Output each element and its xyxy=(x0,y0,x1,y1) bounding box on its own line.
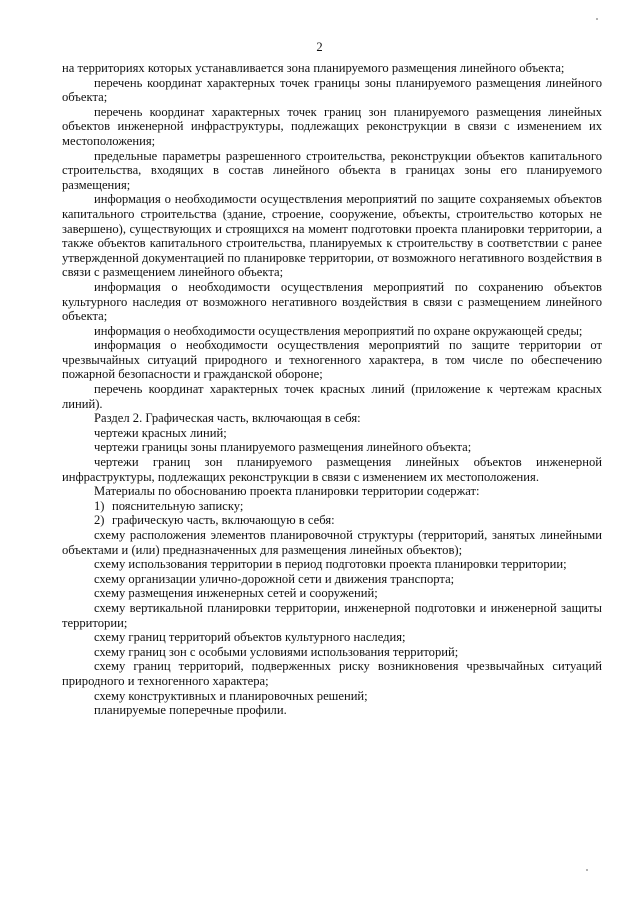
numbered-item xyxy=(62,499,602,514)
paragraph: схему расположения элементов планировочной структуры (территорий, занятых линейными объектами и (или) предназначенных для размещения линейных объектов); xyxy=(62,528,602,557)
paragraph: схему вертикальной планировки территории, инженерной подготовки и инженерной защиты территории; xyxy=(62,600,602,630)
paragraph: схему организации улично-дорожной сети и движения транспорта; xyxy=(94,571,455,586)
paragraph: схему использования территории в период подготовки проекта планировки территории; xyxy=(94,557,567,572)
item-number: 1) xyxy=(94,498,105,513)
paragraph: информация о необходимости осуществления мероприятий по сохранению объектов культурного наследия от возможного негативного воздействия в связи с размещением линейного объекта; xyxy=(62,279,602,324)
item-text: графическую часть, включающую в себя: xyxy=(112,513,335,528)
paragraph: схему границ территорий, подверженных риску возникновения чрезвычайных ситуаций природного и техногенного характера; xyxy=(62,659,602,688)
scan-speck xyxy=(586,869,588,871)
item-number: 2) xyxy=(94,513,105,528)
paragraph: планируемые поперечные профили. xyxy=(94,703,287,718)
paragraph: информация о необходимости осуществления мероприятий по защите сохраняемых объектов капитального строительства (здание, строение, сооружение, объекты, строительство которых не завершено), существующих и строящихся на момент подготовки проекта планировки территории, а также объектов капитального строительства, планируемых к строительству в соответствии с ранее утвержденной документацией по планировке территории, от возможного негативного воздействия в связи с размещением линейного объекта; xyxy=(62,192,602,280)
numbered-item xyxy=(62,513,602,528)
page-number: 2 xyxy=(316,40,323,54)
item-text: пояснительную записку; xyxy=(112,498,244,513)
paragraph: схему границ территорий объектов культурного наследия; xyxy=(94,630,406,645)
paragraph: схему размещения инженерных сетей и сооружений; xyxy=(94,586,378,601)
paragraph: Материалы по обоснованию проекта планировки территории содержат: xyxy=(94,484,480,499)
paragraph: чертежи красных линий; xyxy=(94,425,227,440)
paragraph: информация о необходимости осуществления мероприятий по охране окружающей среды; xyxy=(94,323,583,338)
paragraph: на территориях которых устанавливается зона планируемого размещения линейного объекта; xyxy=(62,61,565,75)
scan-speck xyxy=(596,18,598,20)
paragraph: перечень координат характерных точек красных линий (приложение к чертежам красных линий). xyxy=(62,382,602,411)
section-heading: Раздел 2. Графическая часть, включающая в себя: xyxy=(94,411,361,426)
paragraph: предельные параметры разрешенного строительства, реконструкции объектов капитального строительства, входящих в состав линейного объекта в границах зоны его планируемого размещения; xyxy=(62,148,602,192)
paragraph: информация о необходимости осуществления мероприятий по защите территории от чрезвычайных ситуаций природного и техногенного характера, в том числе по обеспечению пожарной безопасности и гражданской обороне; xyxy=(62,338,602,382)
paragraph: схему конструктивных и планировочных решений; xyxy=(94,688,368,703)
paragraph: схему границ зон с особыми условиями использования территорий; xyxy=(94,644,459,659)
paragraph: чертежи границ зон планируемого размещения линейных объектов инженерной инфраструктуры, подлежащих реконструкции в связи с изменением их местоположения. xyxy=(62,455,602,484)
paragraph: перечень координат характерных точек границы зоны планируемого размещения линейного объекта; xyxy=(62,75,602,105)
paragraph: перечень координат характерных точек границ зон планируемого размещения линейных объектов инженерной инфраструктуры, подлежащих реконструкции в связи с изменением их местоположения; xyxy=(62,104,602,148)
paragraph: чертежи границы зоны планируемого размещения линейного объекта; xyxy=(94,440,472,455)
document-body xyxy=(62,61,602,718)
